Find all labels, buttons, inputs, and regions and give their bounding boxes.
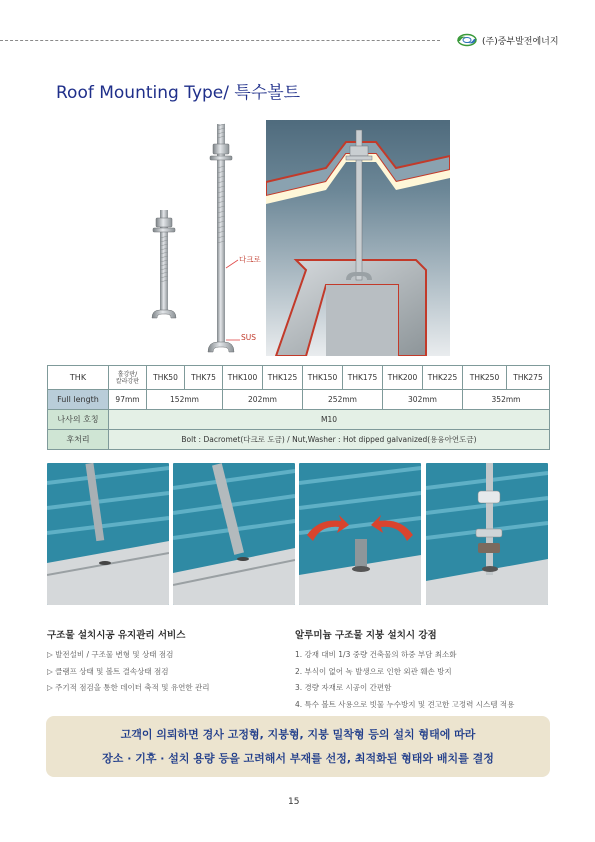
spec-header-row xyxy=(48,366,550,390)
list-item: ▷ 주기적 점검을 통한 데이터 축적 및 유연한 관리 xyxy=(47,683,210,692)
spec-model: THK50 xyxy=(147,366,185,390)
spec-thread-value: M10 xyxy=(109,410,550,430)
spec-finish-row xyxy=(48,430,550,450)
spec-finish-value: Bolt : Dacromet(다크로 도금) / Nut,Washer : Hot dipped galvanized(용융아연도금) xyxy=(109,430,550,450)
spec-length-value: 202mm xyxy=(223,390,303,410)
spec-length-value: 97mm xyxy=(109,390,147,410)
advantages-title: 알루미늄 구조물 지붕 설치시 강점 xyxy=(295,630,437,641)
spec-model: THK175 xyxy=(343,366,383,390)
spec-model: THK100 xyxy=(223,366,263,390)
sus-label: SUS xyxy=(241,333,257,342)
maintenance-section xyxy=(47,627,210,697)
spec-model: THK150 xyxy=(303,366,343,390)
installation-photo-3 xyxy=(299,463,421,605)
spec-length-value: 302mm xyxy=(383,390,463,410)
list-item: ▷ 발전설비 / 구조물 변형 및 상태 점검 xyxy=(47,650,174,659)
maintenance-list xyxy=(47,647,210,697)
spec-model: THK75 xyxy=(185,366,223,390)
maintenance-title: 구조물 설치시공 유지관리 서비스 xyxy=(47,630,186,641)
company-name: (주)중부발전에너지 xyxy=(482,36,559,47)
installation-photo-2 xyxy=(173,463,295,605)
short-bolt xyxy=(152,210,176,318)
advantages-list xyxy=(295,647,514,713)
list-item: 3. 경량 자재로 시공이 간편함 xyxy=(295,683,392,692)
spec-cell-sheet-type: 홀강판/ 칼라강판 xyxy=(109,366,147,390)
installation-photo-1 xyxy=(47,463,169,605)
page-title: Roof Mounting Type/ 특수볼트 xyxy=(56,83,301,103)
roof-section-photo xyxy=(266,120,450,356)
company-logo-icon xyxy=(455,33,479,47)
banner-line-2: 장소 · 기후 · 설치 용량 등을 고려해서 부재를 선정, 최적화된 형태와 배치를 결정 xyxy=(102,752,494,765)
advantages-section xyxy=(295,627,514,713)
bolt-illustration xyxy=(138,118,268,358)
list-item: ▷ 클램프 상태 및 볼트 결속상태 점검 xyxy=(47,666,169,676)
installation-photo-4 xyxy=(426,463,548,605)
spec-model: THK200 xyxy=(383,366,423,390)
banner-line-1: 고객이 의뢰하면 경사 고정형, 지붕형, 지붕 밀착형 등의 설치 형태에 따라 xyxy=(120,728,476,741)
spec-length-value: 252mm xyxy=(303,390,383,410)
spec-model: THK275 xyxy=(507,366,550,390)
spec-label-finish: 후처리 xyxy=(48,430,109,450)
spec-model: THK125 xyxy=(263,366,303,390)
list-item: 1. 강재 대비 1/3 중량 건축물의 하중 부담 최소화 xyxy=(295,650,457,659)
spec-length-value: 352mm xyxy=(463,390,550,410)
spec-model: THK250 xyxy=(463,366,507,390)
spec-label-thk: THK xyxy=(48,366,109,390)
header-divider xyxy=(0,40,440,41)
long-bolt xyxy=(208,124,234,352)
spec-label-length: Full length xyxy=(48,390,109,410)
spec-model: THK225 xyxy=(423,366,463,390)
dacromet-label: 다크로 xyxy=(239,255,261,264)
spec-length-value: 152mm xyxy=(147,390,223,410)
spec-label-thread: 나사의 호칭 xyxy=(48,410,109,430)
spec-thread-row xyxy=(48,410,550,430)
company-brand xyxy=(455,31,559,49)
spec-length-row xyxy=(48,390,550,410)
list-item: 2. 부식이 없어 녹 발생으로 인한 외관 훼손 방지 xyxy=(295,666,452,676)
spec-table xyxy=(47,365,550,450)
info-banner xyxy=(46,716,550,777)
page-number: 15 xyxy=(288,797,300,807)
list-item: 4. 특수 볼트 사용으로 빗물 누수방지 및 견고한 고정력 시스템 적용 xyxy=(295,699,515,709)
